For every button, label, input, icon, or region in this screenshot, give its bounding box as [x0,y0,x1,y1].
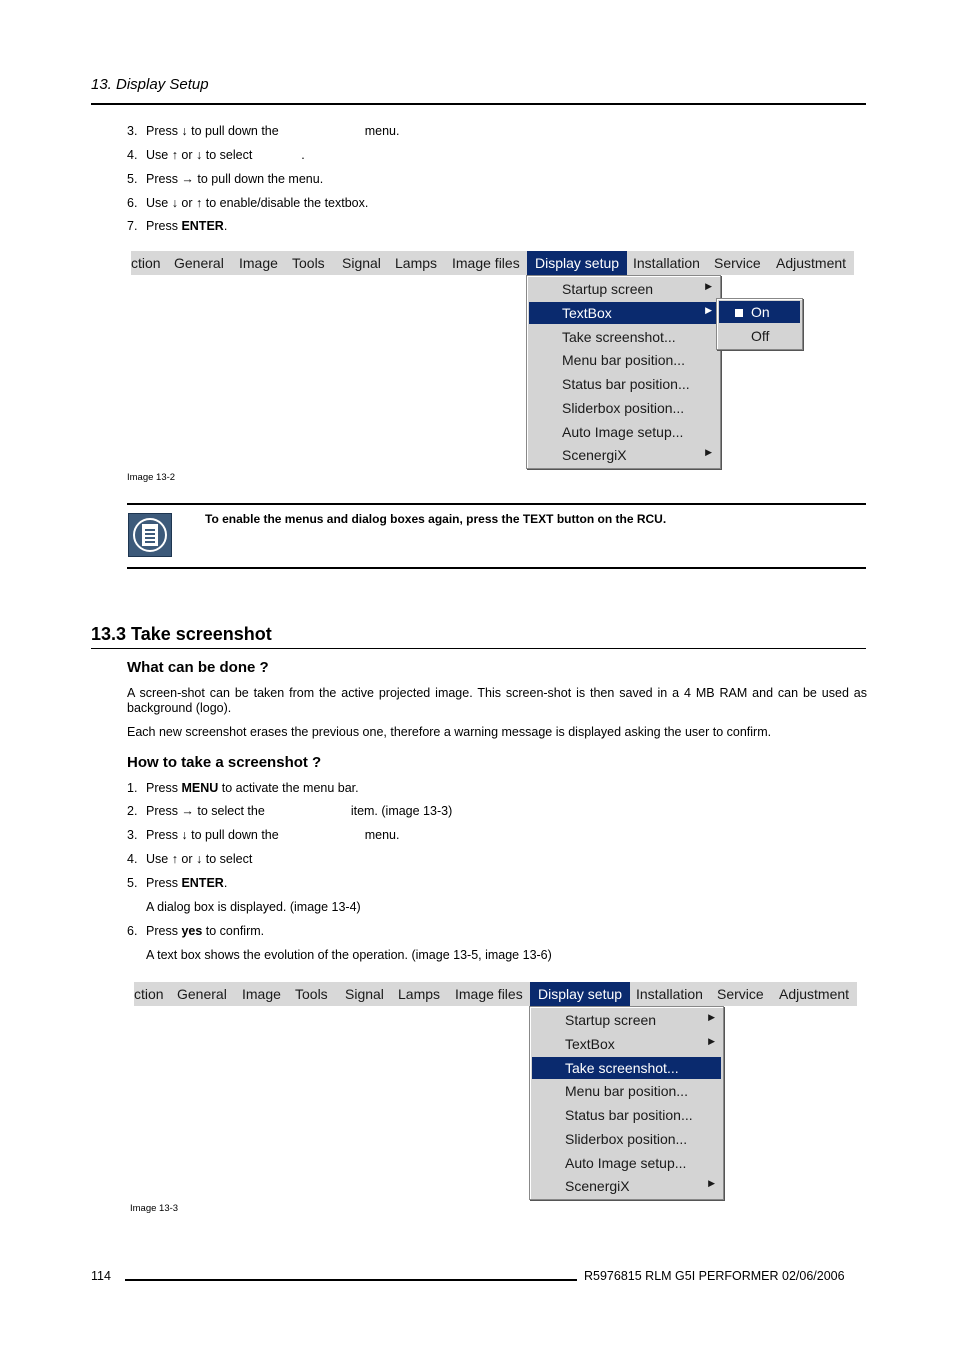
menubar-item[interactable]: Tools [292,255,325,271]
menubar-item[interactable]: General [177,986,227,1002]
chapter-header: 13. Display Setup [91,76,209,93]
note-text: To enable the menus and dialog boxes again, press the TEXT button on the RCU. [205,512,667,526]
dropdown-item[interactable]: Sliderbox position... [562,400,685,416]
menubar-item[interactable]: General [174,255,224,271]
submenu-arrow-icon: ▶ [705,281,712,291]
document-reference: R5976815 RLM G5I PERFORMER 02/06/2006 [584,1269,845,1283]
step-5: 5. Press ENTER. [127,876,228,890]
display-setup-dropdown-1 [526,275,721,469]
dropdown-item[interactable]: Status bar position... [565,1107,693,1123]
dropdown-item[interactable]: Startup screen ▶ [562,281,712,297]
menubar-item[interactable]: Image [242,986,281,1002]
menubar-item[interactable]: Image [239,255,278,271]
header-rule [91,103,866,105]
dropdown-item[interactable]: Menu bar position... [562,352,685,368]
submenu-arrow-icon: ▶ [705,305,712,315]
note-bottom-rule [127,567,866,569]
menubar-item[interactable]: Service [714,255,761,271]
display-setup-dropdown-2 [529,1006,724,1200]
dropdown-item[interactable]: Startup screen ▶ [565,1012,715,1028]
menubar-item-selected[interactable]: Display setup [530,982,630,1006]
note-top-rule [127,503,866,505]
subheading-what: What can be done ? [127,659,269,676]
step-7-top: 7. Press ENTER. [127,219,228,233]
dropdown-item[interactable]: Sliderbox position... [565,1131,688,1147]
paragraph-1: A screen-shot can be taken from the active projected image. This screen-shot is then saved in a 4 MB RAM and can be used as background (logo). [127,686,867,715]
step-1: 1. Press MENU to activate the menu bar. [127,781,359,795]
menubar-item[interactable]: Adjustment [779,986,850,1002]
dropdown-item-selected[interactable]: Take screenshot... [532,1057,721,1079]
section-rule [91,648,866,649]
menubar-screenshot-1 [131,251,854,275]
step-6: 6. Press yes to confirm. [127,924,265,938]
dropdown-item[interactable]: Status bar position... [562,376,690,392]
selected-bullet-icon [735,309,743,317]
step-6-top: 6. Use ↓ or ↑ to enable/disable the textbox. [127,196,369,210]
step-2: 2. Press → to select the item. (image 13-3) [127,804,453,818]
menubar-item[interactable]: Lamps [398,986,441,1002]
menubar-item[interactable]: Signal [345,986,384,1002]
submenu-arrow-icon: ▶ [705,447,712,457]
page-number: 114 [91,1269,111,1283]
submenu-arrow-icon: ▶ [708,1036,715,1046]
menubar-item[interactable]: ction [134,986,164,1002]
menubar-item[interactable]: Installation [633,255,700,271]
dropdown-item[interactable]: Take screenshot... [562,329,676,345]
menubar-screenshot-2 [134,982,857,1006]
submenu-arrow-icon: ▶ [708,1012,715,1022]
menubar-item[interactable]: Adjustment [776,255,847,271]
paragraph-2: Each new screenshot erases the previous one, therefore a warning message is displayed asking the user to confirm. [127,725,772,739]
subheading-how: How to take a screenshot ? [127,754,322,771]
menubar-item[interactable]: Service [717,986,764,1002]
menubar-item[interactable]: Tools [295,986,328,1002]
menubar-item[interactable]: Image files [455,986,523,1002]
image-caption-1: Image 13-2 [127,472,176,483]
dropdown-item[interactable]: TextBox ▶ [565,1036,715,1052]
footer-rule [125,1279,577,1281]
step-3-top: 3. Press ↓ to pull down the menu. [127,124,400,138]
submenu-item-on[interactable]: On [719,301,800,323]
menubar-item-selected[interactable]: Display setup [527,251,627,275]
dropdown-item[interactable]: ScenergiX ▶ [565,1178,715,1194]
dropdown-item-selected[interactable]: TextBox ▶ [529,302,718,324]
dropdown-item[interactable]: Auto Image setup... [562,424,684,440]
step-4: 4. Use ↑ or ↓ to select [127,852,253,866]
menubar-item[interactable]: Lamps [395,255,438,271]
submenu-item-off[interactable]: Off [751,328,770,344]
dropdown-item[interactable]: ScenergiX ▶ [562,447,712,463]
menubar-item[interactable]: Signal [342,255,381,271]
textbox-submenu [716,298,803,350]
step-5-top: 5. Press → to pull down the menu. [127,172,324,186]
menubar-item[interactable]: Image files [452,255,520,271]
step-3: 3. Press ↓ to pull down the menu. [127,828,400,842]
dropdown-item[interactable]: Auto Image setup... [565,1155,687,1171]
menubar-item[interactable]: ction [131,255,161,271]
image-caption-2: Image 13-3 [130,1203,179,1214]
step-6-note: A text box shows the evolution of the operation. (image 13-5, image 13-6) [146,948,552,962]
submenu-arrow-icon: ▶ [708,1178,715,1188]
section-title: 13.3 Take screenshot [91,624,272,644]
menubar-item[interactable]: Installation [636,986,703,1002]
dropdown-item[interactable]: Menu bar position... [565,1083,688,1099]
step-4-top: 4. Use ↑ or ↓ to select . [127,148,305,162]
step-5-note: A dialog box is displayed. (image 13-4) [146,900,361,914]
note-icon [128,513,172,557]
